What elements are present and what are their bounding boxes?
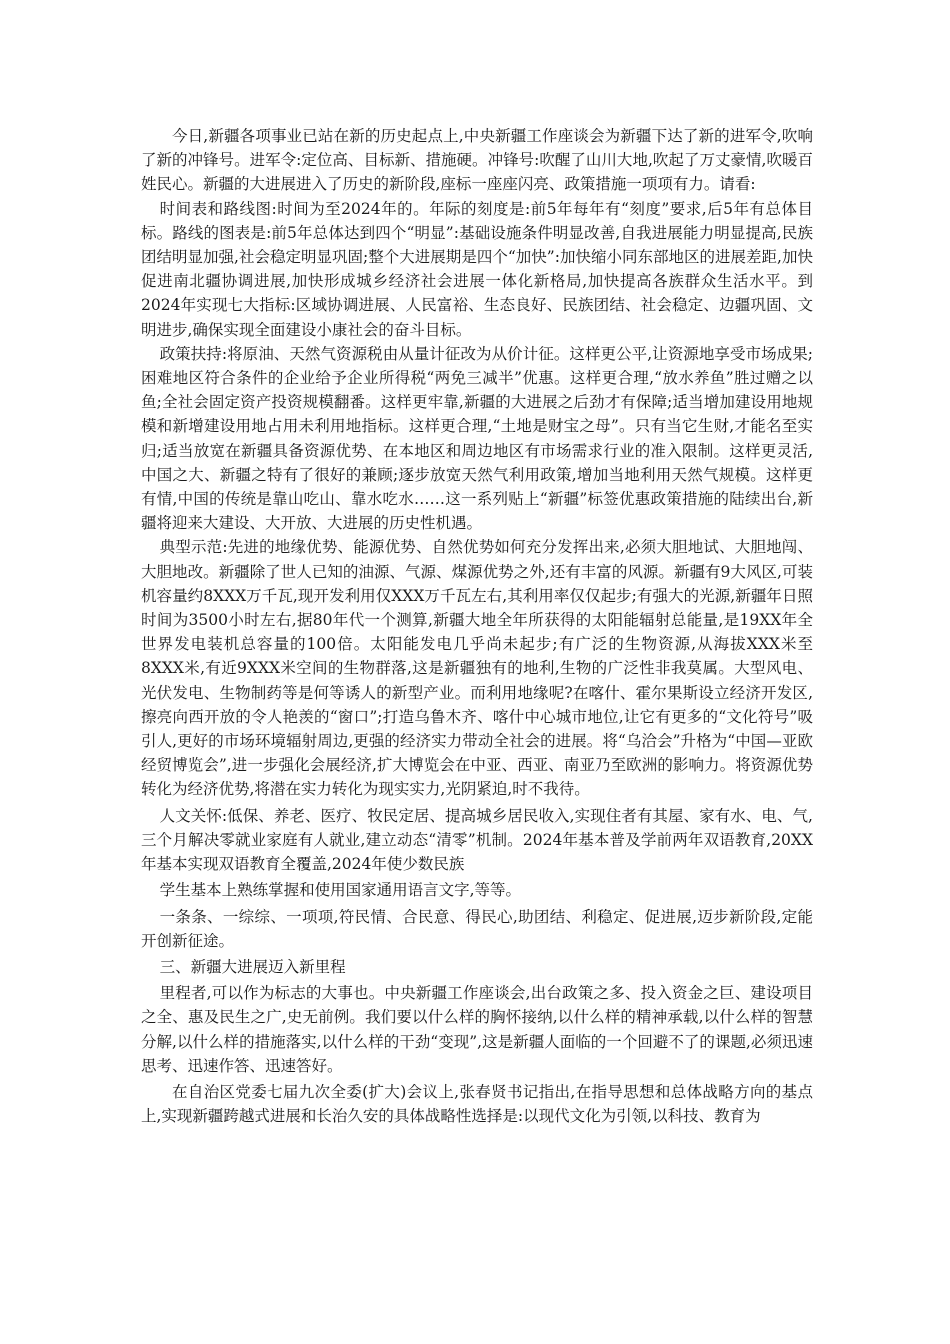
paragraph-milestone: 里程者,可以作为标志的大事也。中央新疆工作座谈会,出台政策之多、投入资金之巨、建设项目之全、惠及民生之广,史无前例。我们要以什么样的胸怀接纳,以什么样的精神承载,以什么样的智慧分解,以什么样的措施落实,以什么样的干劲“变现”,这是新疆人面临的一个回避不了的课题,必须迅速思考、迅速作答、迅速答好。 [141, 984, 813, 1075]
paragraph-humanistic-care-continued: 学生基本上熟练掌握和使用国家通用语言文字,等等。 [159, 881, 522, 900]
paragraph-summary: 一条条、一综综、一项项,符民情、合民意、得民心,助团结、利稳定、促进展,迈步新阶段,定能开创新征途。 [141, 907, 813, 950]
paragraph-typical-demonstration: 典型示范:先进的地缘优势、能源优势、自然优势如何充分发挥出来,必须大胆地试、大胆地闯、大胆地改。新疆除了世人已知的油源、气源、煤源优势之外,还有丰富的风源。新疆有9大风区,可装机容量约8XXX万千瓦,现开发利用仅XXX万千瓦左右,其利用率仅仅起步;有强大的光源,新疆年日照时间为3500小时左右,据80年代一个测算,新疆大地全年所获得的太阳能辐射总能量,是19XX年全世界发电装机总容量的100倍。太阳能发电几乎尚未起步;有广泛的生物资源,从海拔XXX米至8XXX米,有近9XXX米空间的生物群落,这是新疆独有的地利,生物的广泛性非我莫属。大型风电、光伏发电、生物制药等是何等诱人的新型产业。而利用地缘呢?在喀什、霍尔果斯设立经济开发区,擦亮向西开放的令人艳羡的“窗口”;打造乌鲁木齐、喀什中心城市地位,让它有更多的“文化符号”吸引人,更好的市场环境辐射周边,更强的经济实力带动全社会的进展。将“乌洽会”升格为“中国—亚欧经贸博览会”,进一步强化会展经济,扩大博览会在中亚、西亚、南亚乃至欧洲的影响力。将资源优势转化为经济优势,将潜在实力转化为现实实力,光阴紧迫,时不我待。 [141, 538, 813, 799]
paragraph-intro: 今日,新疆各项事业已站在新的历史起点上,中央新疆工作座谈会为新疆下达了新的进军令,吹响了新的冲锋号。进军令:定位高、目标新、措施硬。冲锋号:吹醒了山川大地,吹起了万丈豪情,吹暖百姓民心。新疆的大进展进入了历史的新阶段,座标一座座闪亮、政策措施一项项有力。请看: [141, 127, 813, 194]
paragraph-policy-support: 政策扶持:将原油、天然气资源税由从量计征改为从价计征。这样更公平,让资源地享受市场成果;困难地区符合条件的企业给予企业所得税“两免三减半”优惠。这样更合理,“放水养鱼”胜过赠之以鱼;全社会固定资产投资规模翻番。这样更牢靠,新疆的大进展之后劲才有保障;适当增加建设用地规模和新增建设用地占用未利用地指标。这样更合理,“土地是财宝之母”。只有当它生财,才能名至实归;适当放宽在新疆具备资源优势、在本地区和周边地区有市场需求行业的准入限制。这样更灵活,中国之大、新疆之特有了很好的兼顾;逐步放宽天然气利用政策,增加当地利用天然气规模。这样更有情,中国的传统是靠山吃山、靠水吃水……这一系列贴上“新疆”标签优惠政策措施的陆续出台,新疆将迎来大建设、大开放、大进展的历史性机遇。 [141, 344, 813, 533]
section-heading-three: 三、新疆大进展迈入新里程 [159, 957, 346, 976]
paragraph-party-committee: 在自治区党委七届九次全委(扩大)会议上,张春贤书记指出,在指导思想和总体战略方向的基点上,实现新疆跨越式进展和长治久安的具体战略性选择是:以现代文化为引领,以科技、教育为 [141, 1082, 813, 1126]
paragraph-timeline: 时间表和路线图:时间为至2024年的。年际的刻度是:前5年每年有“刻度”要求,后5年有总体目标。路线的图表是:前5年总体达到四个“明显”:基础设施条件明显改善,自我进展能力明显提高,民族团结明显加强,社会稳定明显巩固;整个大进展期是四个“加快”:加快缩小同东部地区的进展差距,加快促进南北疆协调进展,加快形成城乡经济社会进展一体化新格局,加快提高各族群众生活水平。到2024年实现七大指标:区域协调进展、人民富裕、生态良好、民族团结、社会稳定、边疆巩固、文明进步,确保实现全面建设小康社会的奋斗目标。 [141, 199, 813, 339]
document-body [141, 124, 813, 1128]
paragraph-humanistic-care: 人文关怀:低保、养老、医疗、牧民定居、提高城乡居民收入,实现住者有其屋、家有水、电、气,三个月解决零就业家庭有人就业,建立动态“清零”机制。2024年基本普及学前两年双语教育,20XX年基本实现双语教育全覆盖,2024年使少数民族 [141, 806, 813, 874]
